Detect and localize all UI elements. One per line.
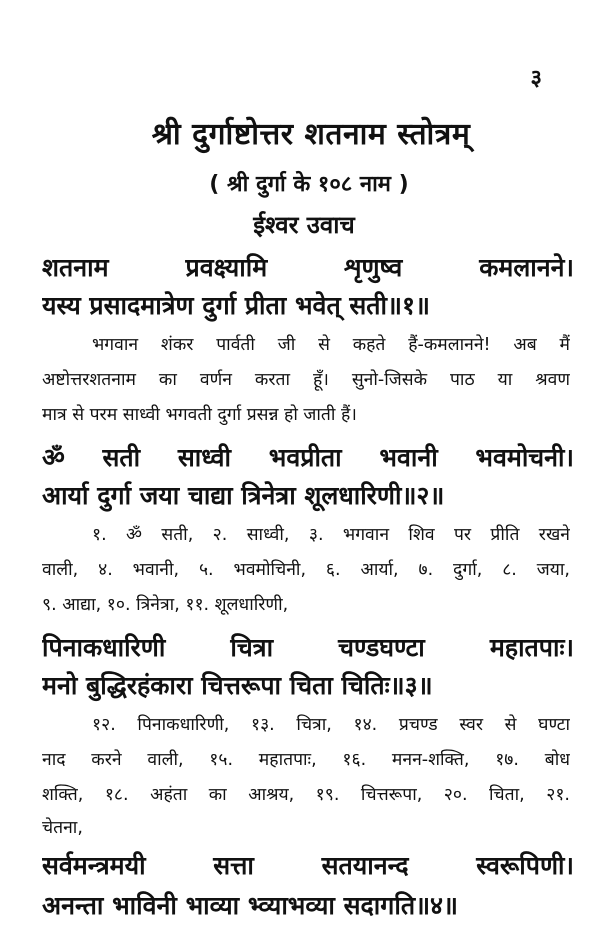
para-3-line-2: नाद करने वाली, १५. महातपाः, १६. मनन-शक्ति, १७. बोध [42, 750, 570, 770]
para-3-line-1: १२. पिनाकधारिणी, १३. चित्रा, १४. प्रचण्ड स्वर से घण्टा [92, 715, 570, 735]
para-2-line-2: वाली, ४. भवानी, ५. भवमोचिनी, ६. आर्या, ७. दुर्गा, ८. जया, [42, 560, 570, 580]
verse-1-line-1: शतनाम प्रवक्ष्यामि शृणुष्व कमलानने। [42, 253, 574, 282]
para-3-line-3: शक्ति, १८. अहंता का आश्रय, १९. चित्तरूपा, २०. चिता, २१. [42, 785, 570, 805]
verse-1-line-2: यस्य प्रसादमात्रेण दुर्गा प्रीता भवेत् सती॥१॥ [42, 291, 430, 320]
verse-3-line-2: मनो बुद्धिरहंकारा चित्तरूपा चिता चितिः॥३॥ [42, 671, 433, 700]
para-3-line-4: चेतना, [42, 818, 83, 838]
verse-2-line-2: आर्या दुर्गा जया चाद्या त्रिनेत्रा शूलधारिणी॥२॥ [42, 481, 445, 510]
verse-3-line-1: पिनाकधारिणी चित्रा चण्डघण्टा महातपाः। [42, 633, 574, 662]
verse-2-line-1: ॐ सती साध्वी भवप्रीता भवानी भवमोचनी। [42, 443, 574, 472]
para-2-line-1: १. ॐ सती, २. साध्वी, ३. भगवान शिव पर प्रीति रखने [92, 525, 570, 545]
page-title: श्री दुर्गाष्टोत्तर शतनाम स्तोत्रम् [151, 117, 471, 152]
para-1-line-3: मात्र से परम साध्वी भगवती दुर्गा प्रसन्न हो जाती हैं। [42, 405, 357, 425]
page-subtitle: ( श्री दुर्गा के १०८ नाम ) [209, 172, 409, 197]
page-number: ३ [530, 66, 542, 91]
section-heading: ईश्वर उवाच [253, 211, 355, 239]
para-1-line-1: भगवान शंकर पार्वती जी से कहते हैं-कमलानने! अब मैं [92, 335, 570, 355]
verse-4-line-2: अनन्ता भाविनी भाव्या भ्व्याभव्या सदागति॥४॥ [42, 891, 459, 920]
verse-4-line-1: सर्वमन्त्रमयी सत्ता सतयानन्द स्वरूपिणी। [42, 851, 574, 880]
para-1-line-2: अष्टोत्तरशतनाम का वर्णन करता हूँ। सुनो-जिसके पाठ या श्रवण [42, 370, 570, 390]
para-2-line-3: ९. आद्या, १०. त्रिनेत्रा, ११. शूलधारिणी, [42, 595, 289, 615]
